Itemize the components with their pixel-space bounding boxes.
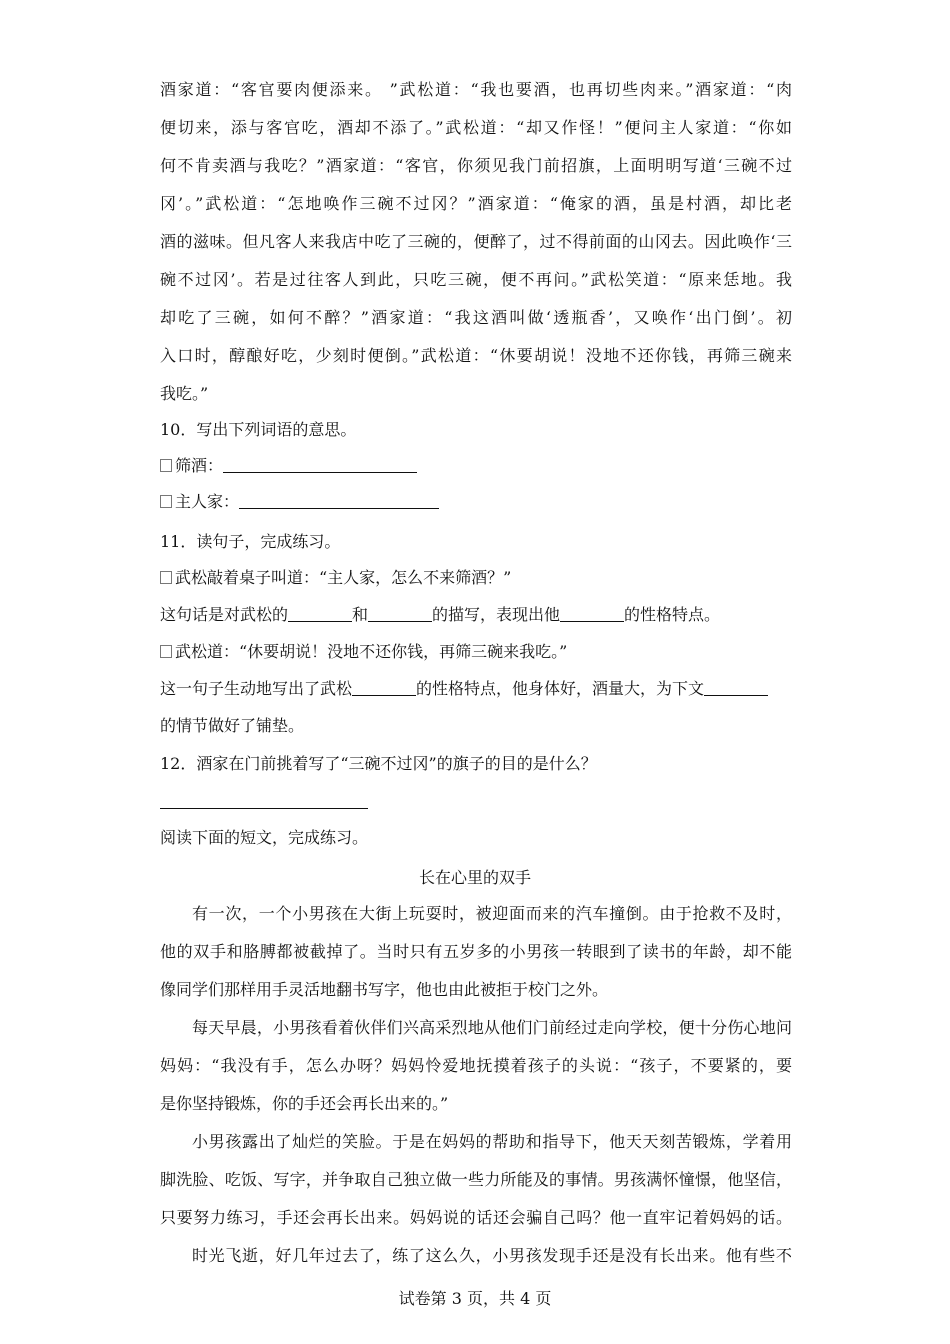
question-11-sentence-2 — [160, 642, 792, 662]
prompt-text: 的性格特点，他身体好，酒量大，为下文 — [416, 679, 705, 698]
passage-line: 何不肯卖酒与我吃？”酒家道：“客官，你须见我门前招旗，上面明明写道‘三碗不过 — [160, 156, 792, 175]
answer-blank[interactable] — [239, 492, 439, 509]
passage-line: 时光飞逝，好几年过去了，练了这么久，小男孩发现手还是没有长出来。他有些不 — [192, 1246, 792, 1265]
question-10-item-2 — [160, 492, 792, 512]
checkbox-icon — [160, 495, 172, 508]
passage-line: 酒家道：“客官要肉便添来。 ”武松道：“我也要酒，也再切些肉来。”酒家道：“肉 — [160, 80, 792, 99]
question-11-prompt-2 — [160, 679, 792, 699]
prompt-text: 这句话是对武松的 — [160, 605, 289, 624]
question-11-sentence-1 — [160, 568, 792, 588]
question-12-stem: 12．酒家在门前挑着写了“三碗不过冈”的旗子的目的是什么？ — [160, 754, 597, 773]
sentence-text: 武松道：“休要胡说！没地不还你钱，再筛三碗来我吃。” — [175, 642, 568, 661]
passage-line: 碗不过冈’。若是过往客人到此，只吃三碗，便不再问。”武松笑道：“原来恁地。我 — [160, 270, 792, 289]
passage-line: 小男孩露出了灿烂的笑脸。于是在妈妈的帮助和指导下，他天天刻苦锻炼，学着用 — [192, 1132, 792, 1151]
passage-line: 冈’。”武松道：“怎地唤作三碗不过冈？”酒家道：“俺家的酒，虽是村酒，却比老 — [160, 194, 792, 213]
passage-line: 每天早晨，小男孩看着伙伴们兴高采烈地从他们门前经过走向学校，便十分伤心地问 — [192, 1018, 792, 1037]
passage-line: 却吃了三碗，如何不醉？”酒家道：“我这酒叫做‘透瓶香’，又唤作‘出门倒’。初 — [160, 308, 792, 327]
reading-intro: 阅读下面的短文，完成练习。 — [160, 828, 369, 847]
passage-title: 长在心里的双手 — [418, 868, 531, 887]
item-label: 主人家： — [175, 492, 240, 511]
passage-line: 我吃。” — [160, 384, 209, 403]
checkbox-icon — [160, 571, 172, 584]
page-footer: 试卷第 3 页，共 4 页 — [398, 1289, 552, 1308]
answer-blank[interactable] — [223, 456, 417, 473]
question-11-prompt-1 — [160, 605, 792, 625]
prompt-text: 这一句子生动地写出了武松 — [160, 679, 353, 698]
passage-line: 是你坚持锻炼，你的手还会再长出来的。” — [160, 1094, 449, 1113]
answer-blank[interactable] — [368, 605, 432, 622]
question-10-item-1 — [160, 456, 792, 476]
checkbox-icon — [160, 645, 172, 658]
passage-line: 有一次，一个小男孩在大街上玩耍时，被迎面而来的汽车撞倒。由于抢救不及时， — [192, 904, 792, 923]
answer-blank[interactable] — [352, 679, 416, 696]
question-11-stem: 11．读句子，完成练习。 — [160, 532, 341, 551]
passage-line: 妈妈：“我没有手，怎么办呀？妈妈怜爱地抚摸着孩子的头说：“孩子，不要紧的，要 — [160, 1056, 792, 1075]
sentence-text: 武松敲着桌子叫道：“主人家，怎么不来筛酒？” — [175, 568, 512, 587]
passage-line: 像同学们那样用手灵活地翻书写字，他也由此被拒于校门之外。 — [160, 980, 609, 999]
checkbox-icon — [160, 459, 172, 472]
prompt-text: 和 — [352, 605, 369, 624]
passage-line: 便切来，添与客官吃，酒却不添了。”武松道：“却又作怪！”便问主人家道：“你如 — [160, 118, 792, 137]
answer-line[interactable] — [160, 808, 368, 809]
question-11-prompt-2-cont: 的情节做好了铺垫。 — [160, 716, 305, 735]
answer-blank[interactable] — [288, 605, 352, 622]
question-10-stem: 10．写出下列词语的意思。 — [160, 420, 357, 439]
passage-line: 他的双手和胳膊都被截掉了。当时只有五岁多的小男孩一转眼到了读书的年龄，却不能 — [160, 942, 792, 961]
item-label: 筛酒： — [175, 456, 224, 475]
passage-line: 脚洗脸、吃饭、写字，并争取自己独立做一些力所能及的事情。男孩满怀憧憬，他坚信， — [160, 1170, 792, 1189]
prompt-text: 的性格特点。 — [624, 605, 721, 624]
answer-blank[interactable] — [704, 679, 768, 696]
passage-line: 酒的滋味。但凡客人来我店中吃了三碗的，便醉了，过不得前面的山冈去。因此唤作‘三 — [160, 232, 792, 251]
answer-blank[interactable] — [560, 605, 624, 622]
prompt-text: 的描写，表现出他 — [432, 605, 561, 624]
passage-line: 入口时，醇酿好吃，少刻时便倒。”武松道：“休要胡说！没地不还你钱，再筛三碗来 — [160, 346, 792, 365]
passage-line: 只要努力练习，手还会再长出来。妈妈说的话还会骗自己吗？他一直牢记着妈妈的话。 — [160, 1208, 792, 1227]
